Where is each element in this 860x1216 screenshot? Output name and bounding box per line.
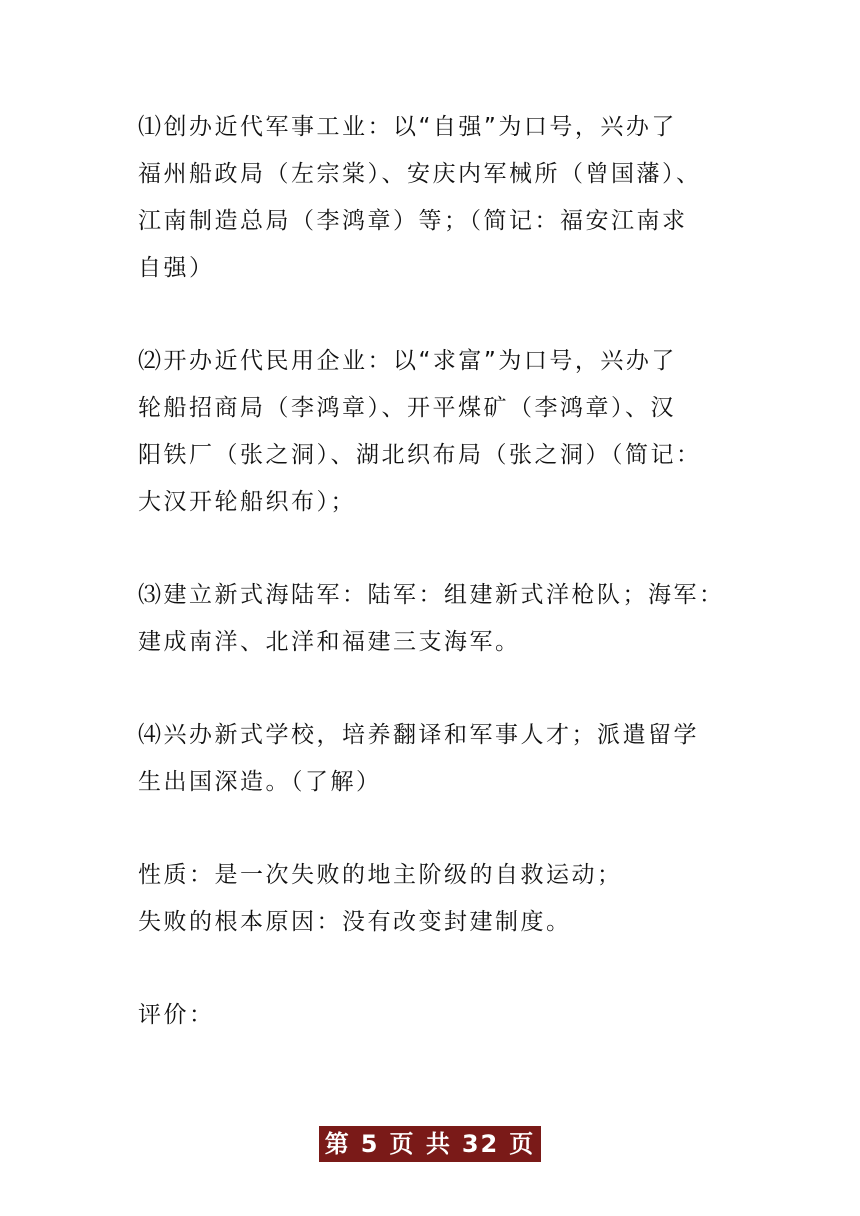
text-line: 轮船招商局（李鸿章）、开平煤矿（李鸿章）、汉 <box>138 395 676 421</box>
text-line: 性质：是一次失败的地主阶级的自救运动； <box>138 862 623 888</box>
text-line: 自强） <box>138 255 215 281</box>
text-line: 生出国深造。（了解） <box>138 769 382 795</box>
current-page-number: 5 <box>360 1130 380 1158</box>
paragraph-nature-and-failure <box>138 852 738 946</box>
total-page-count: 32 <box>461 1130 500 1158</box>
paragraph-civil-enterprise <box>138 338 738 526</box>
text-line: ⑴创办近代军事工业：以“自强”为口号，兴办了 <box>138 114 677 140</box>
text-line: ⑶建立新式海陆军：陆军：组建新式洋枪队；海军： <box>138 582 725 608</box>
page-middle: 页 共 <box>389 1129 452 1158</box>
paragraph-military-industry <box>138 104 738 292</box>
evaluation-heading: 评价： <box>138 1002 215 1028</box>
text-line: ⑵开办近代民用企业：以“求富”为口号，兴办了 <box>138 348 677 374</box>
page-indicator <box>319 1126 541 1162</box>
page-prefix: 第 <box>324 1129 351 1158</box>
text-line: ⑷兴办新式学校，培养翻译和军事人才；派遣留学 <box>138 722 699 748</box>
page-suffix: 页 <box>509 1129 536 1158</box>
paragraph-evaluation <box>138 992 738 1039</box>
paragraph-new-army-navy <box>138 572 738 666</box>
paragraph-new-schools <box>138 712 738 806</box>
document-body <box>138 104 738 1085</box>
text-line: 阳铁厂（张之洞）、湖北织布局（张之洞）（简记： <box>138 442 702 468</box>
text-line: 建成南洋、北洋和福建三支海军。 <box>138 629 521 655</box>
text-line: 失败的根本原因：没有改变封建制度。 <box>138 909 572 935</box>
text-line: 江南制造总局（李鸿章）等；（简记：福安江南求 <box>138 208 688 234</box>
page-footer <box>0 1126 860 1162</box>
text-line: 大汉开轮船织布）； <box>138 489 356 515</box>
text-line: 福州船政局（左宗棠）、安庆内军械所（曾国藩）、 <box>138 161 702 187</box>
